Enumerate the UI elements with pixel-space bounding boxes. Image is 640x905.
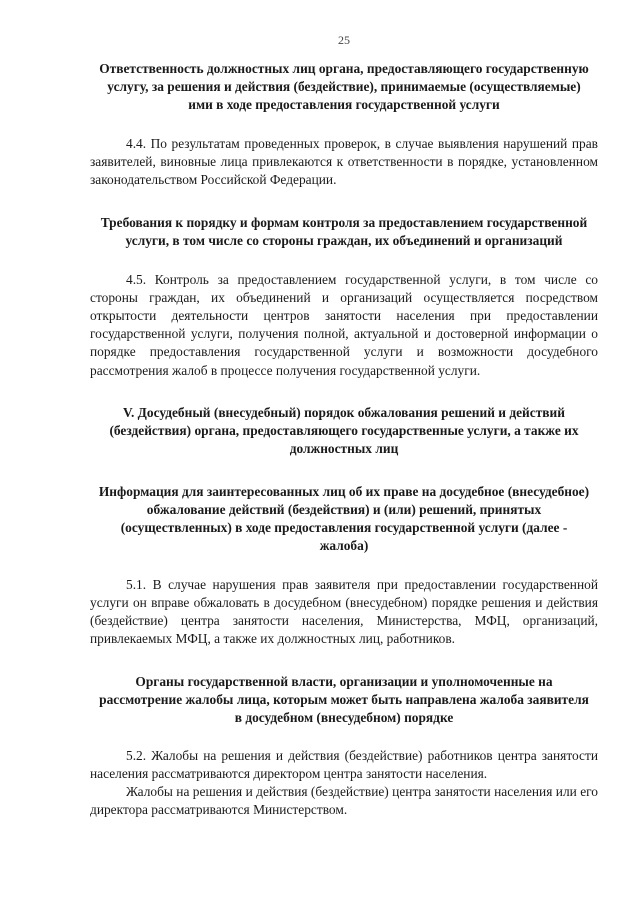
- paragraph-4-5: 4.5. Контроль за предоставлением государственной услуги, в том числе со стороны граждан, их объединений и организаций осуществляется посредством открытости деятельности центров занятости населения при предоставлении государственной услуги, получения полной, актуальной и достоверной информации о порядке предоставления государственной услуги и возможности досудебного рассмотрения жалоб в процессе получения государственной услуги.: [90, 271, 598, 378]
- paragraph-4-4: 4.4. По результатам проведенных проверок, в случае выявления нарушений прав заявителей, виновные лица привлекаются к ответственности в порядке, установленном законодательством Российской Федерации.: [90, 136, 598, 188]
- section-heading-complaint-info: Информация для заинтересованных лиц об их праве на досудебное (внесудебное) обжалование действий (бездействия) и (или) решений, принятых (осуществленных) в ходе предоставления государственной услуги (далее - жалоба): [98, 483, 590, 553]
- section-heading-responsibility: Ответственность должностных лиц органа, предоставляющего государственную услугу, за решения и действия (бездействие), принимаемые (осуществляемые) ими в ходе предоставления государственной услуги: [99, 61, 589, 112]
- section-heading-control-requirements: Требования к порядку и формам контроля за предоставлением государственной услуги, в том числе со стороны граждан, их объединений и организаций: [100, 214, 588, 248]
- paragraph-5-2: 5.2. Жалобы на решения и действия (бездействие) работников центра занятости населения рассматриваются директором центра занятости населения.: [90, 747, 598, 781]
- section-heading-complaint-authorities: Органы государственной власти, организации и уполномоченные на рассмотрение жалобы лица, которым может быть направлена жалоба заявителя в досудебном (внесудебном) порядке: [99, 673, 589, 725]
- paragraph-5-2-continued: Жалобы на решения и действия (бездействие) центра занятости населения или его директора рассматриваются Министерством.: [90, 784, 598, 818]
- paragraph-5-1: 5.1. В случае нарушения прав заявителя при предоставлении государственной услуги он вправе обжаловать в досудебном (внесудебном) порядке решения и действия (бездействие) центра занятости населения, Министерства, МФЦ, организаций, привлекаемых МФЦ, а также их должностных лиц, работников.: [90, 576, 598, 647]
- document-page: [90, 0, 598, 905]
- page-number: 25: [338, 33, 350, 47]
- chapter-heading-v: V. Досудебный (внесудебный) порядок обжалования решений и действий (бездействия) органа, предоставляющего государственные услуги, а также их должностных лиц: [109, 404, 579, 456]
- document-content: [90, 60, 598, 819]
